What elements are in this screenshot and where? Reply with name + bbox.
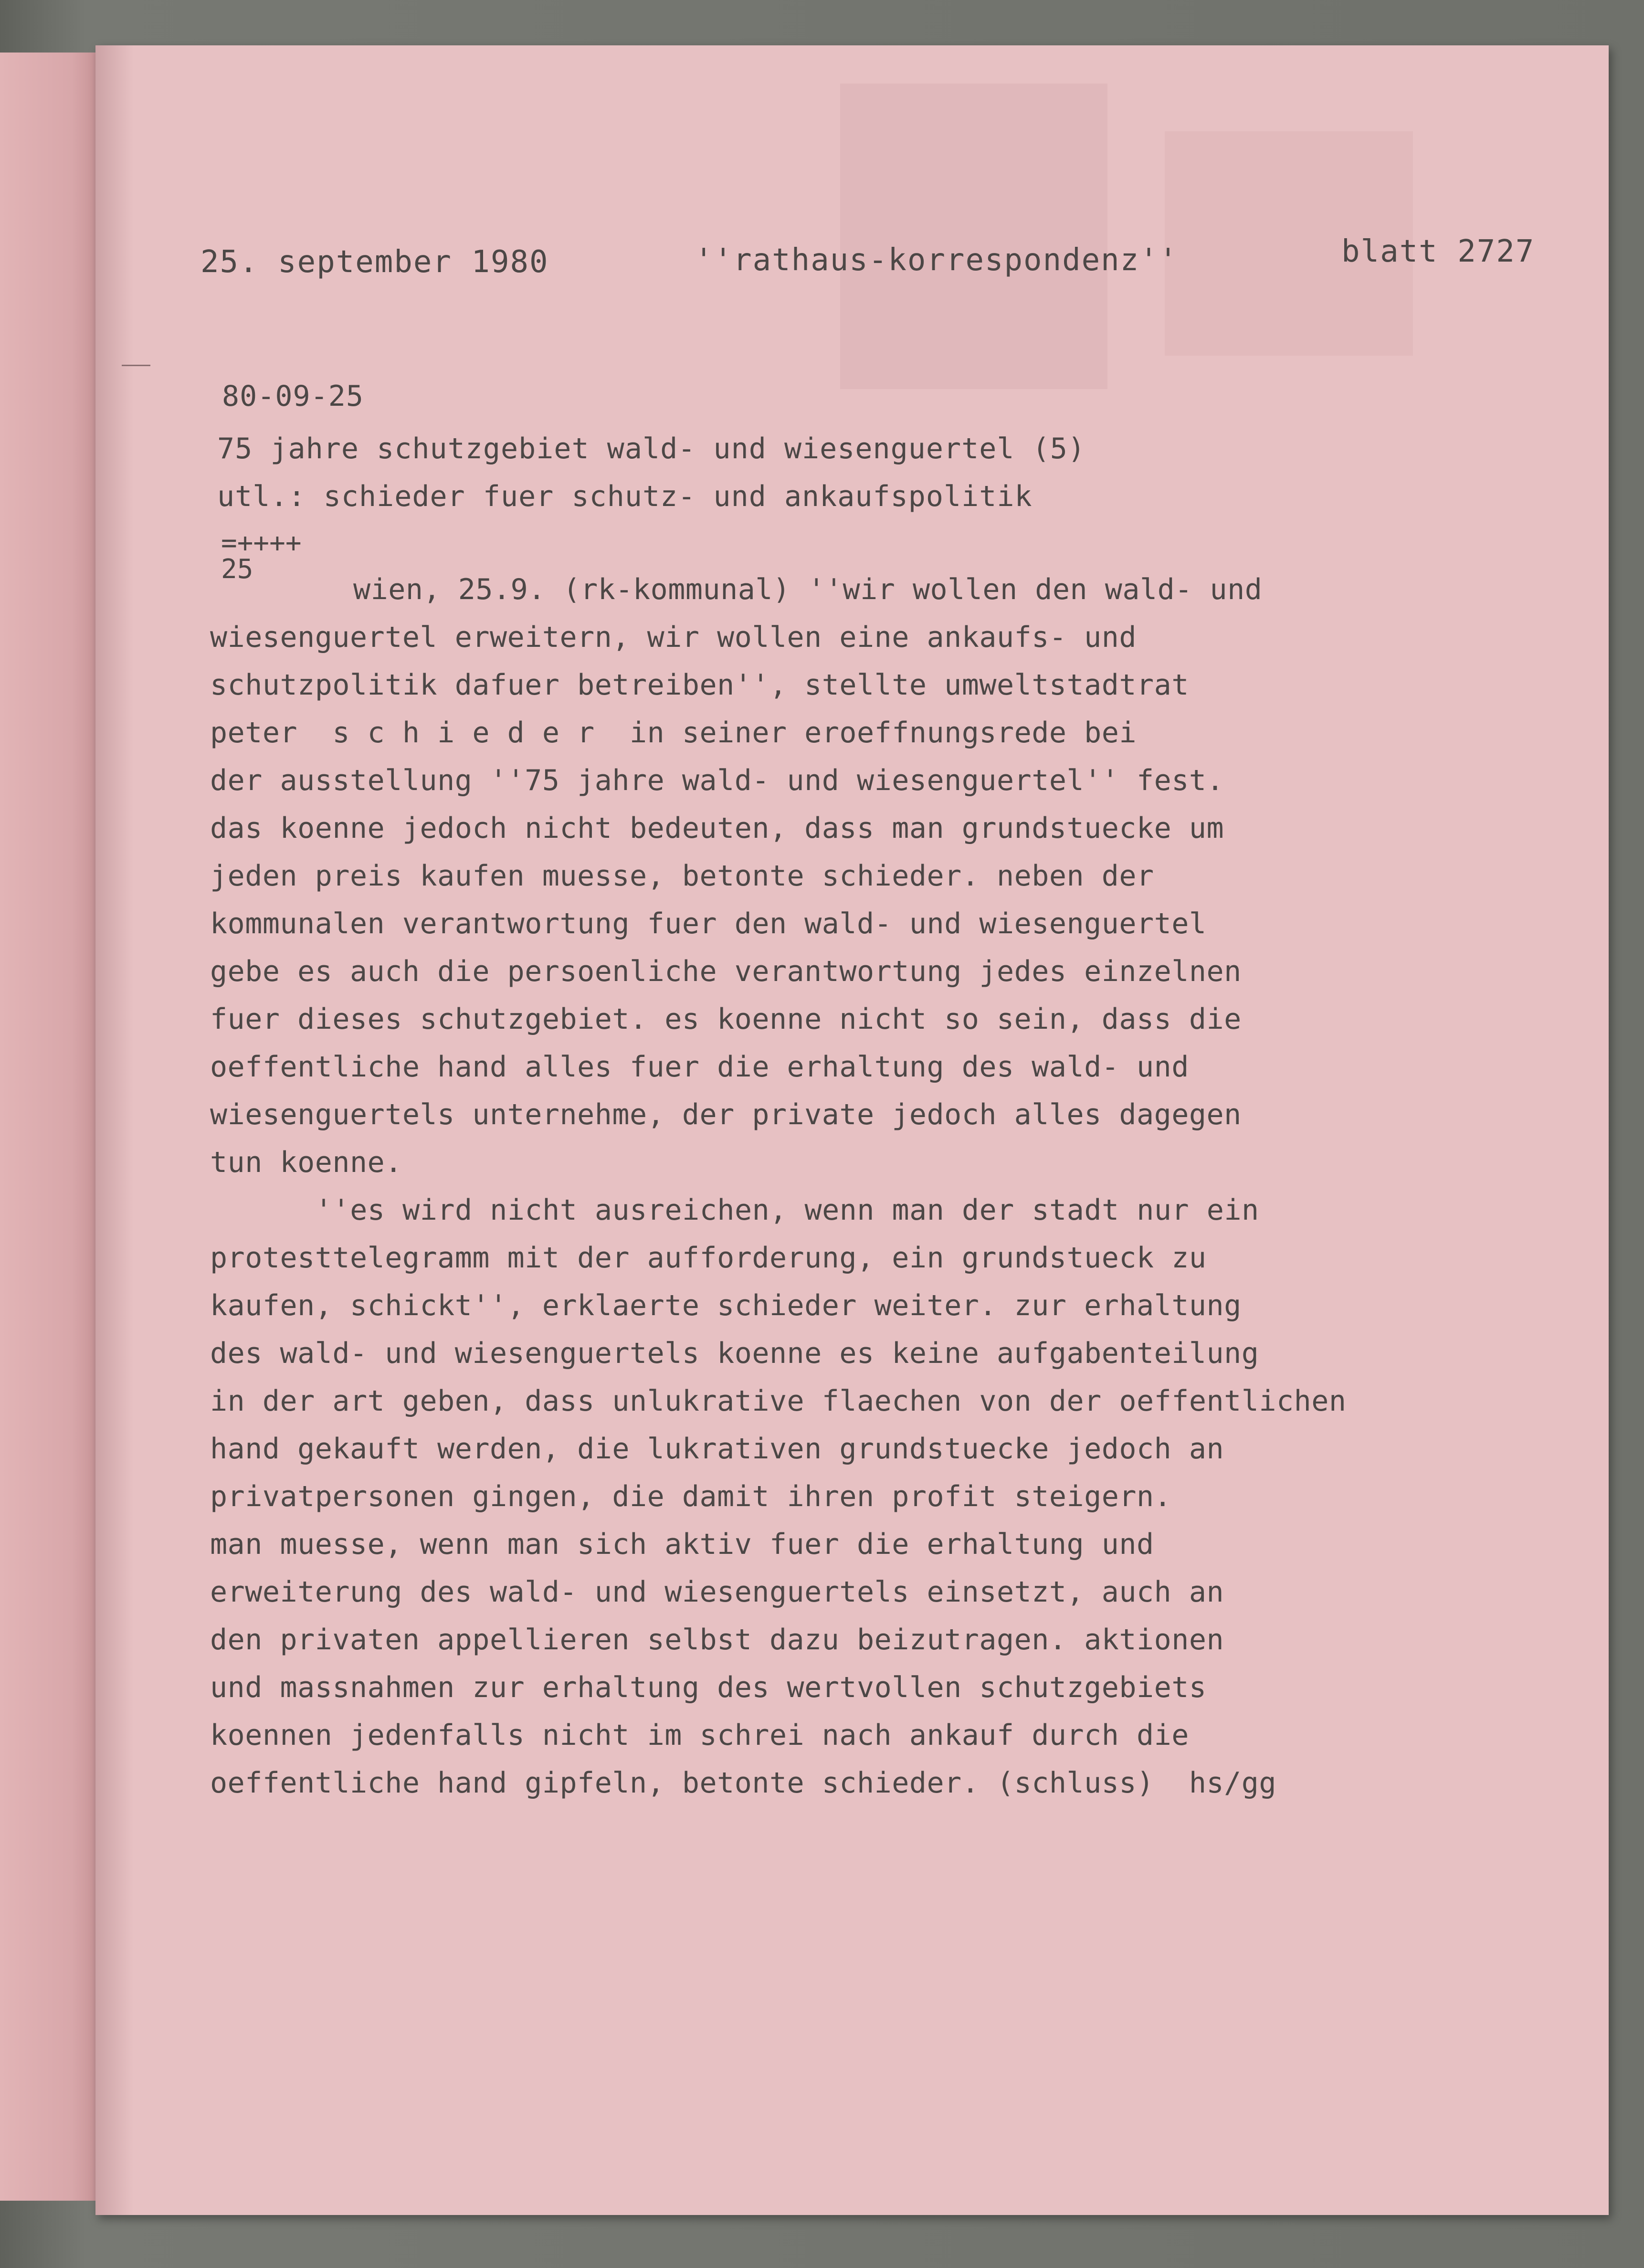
body-line: wiesenguertel erweitern, wir wollen eine ankaufs- und xyxy=(210,621,1137,654)
body-line: tun koenne. xyxy=(210,1146,402,1179)
body-line: und massnahmen zur erhaltung des wertvollen schutzgebiets xyxy=(210,1671,1207,1704)
body-line: kommunalen verantwortung fuer den wald- und wiesenguertel xyxy=(210,907,1207,940)
body-line: protesttelegramm mit der aufforderung, ein grundstueck zu xyxy=(210,1241,1207,1275)
header-page-number: blatt 2727 xyxy=(1341,234,1535,269)
body-line: jeden preis kaufen muesse, betonte schieder. neben der xyxy=(210,859,1154,893)
body-line: wien, 25.9. (rk-kommunal) ''wir wollen den wald- und xyxy=(353,573,1263,606)
body-line: schutzpolitik dafuer betreiben'', stellte umweltstadtrat xyxy=(210,668,1189,702)
show-through-mark xyxy=(840,84,1107,389)
article-body xyxy=(210,566,1451,1807)
header-date: 25. september 1980 xyxy=(200,244,549,280)
body-line: koennen jedenfalls nicht im schrei nach ankauf durch die xyxy=(210,1719,1189,1752)
body-line: das koenne jedoch nicht bedeuten, dass man grundstuecke um xyxy=(210,812,1224,845)
body-line: privatpersonen gingen, die damit ihren profit steigern. xyxy=(210,1480,1172,1513)
body-line: man muesse, wenn man sich aktiv fuer die erhaltung und xyxy=(210,1528,1154,1561)
body-line: in der art geben, dass unlukrative flaechen von der oeffentlichen xyxy=(210,1384,1347,1418)
article-subtitle: utl.: schieder fuer schutz- und ankaufspolitik xyxy=(217,480,1033,513)
body-line: der ausstellung ''75 jahre wald- und wiesenguertel'' fest. xyxy=(210,764,1224,797)
body-line: oeffentliche hand gipfeln, betonte schieder. (schluss) hs/gg xyxy=(210,1766,1277,1800)
body-line: den privaten appellieren selbst dazu beizutragen. aktionen xyxy=(210,1623,1224,1656)
body-line: erweiterung des wald- und wiesenguertels einsetzt, auch an xyxy=(210,1575,1224,1609)
body-line: kaufen, schickt'', erklaerte schieder weiter. zur erhaltung xyxy=(210,1289,1242,1322)
body-line: peter s c h i e d e r in seiner eroeffnungsrede bei xyxy=(210,716,1137,749)
body-line: oeffentliche hand alles fuer die erhaltung des wald- und xyxy=(210,1050,1189,1084)
previous-page-edge xyxy=(0,53,97,2201)
article-title: 75 jahre schutzgebiet wald- und wiesenguertel (5) xyxy=(217,432,1086,465)
header-publication: ''rathaus-korrespondenz'' xyxy=(695,243,1179,278)
body-line: ''es wird nicht ausreichen, wenn man der stadt nur ein xyxy=(315,1193,1259,1227)
body-line: wiesenguertels unternehme, der private jedoch alles dagegen xyxy=(210,1098,1242,1131)
article-code: 25 xyxy=(221,554,253,585)
body-line: fuer dieses schutzgebiet. es koenne nicht so sein, dass die xyxy=(210,1002,1242,1036)
article-marker: =++++ xyxy=(221,527,302,559)
margin-rule xyxy=(122,365,150,366)
article-dateline: 80-09-25 xyxy=(222,380,364,413)
body-line: gebe es auch die persoenliche verantwortung jedes einzelnen xyxy=(210,955,1242,988)
body-line: des wald- und wiesenguertels koenne es keine aufgabenteilung xyxy=(210,1337,1259,1370)
body-line: hand gekauft werden, die lukrativen grundstuecke jedoch an xyxy=(210,1432,1224,1466)
